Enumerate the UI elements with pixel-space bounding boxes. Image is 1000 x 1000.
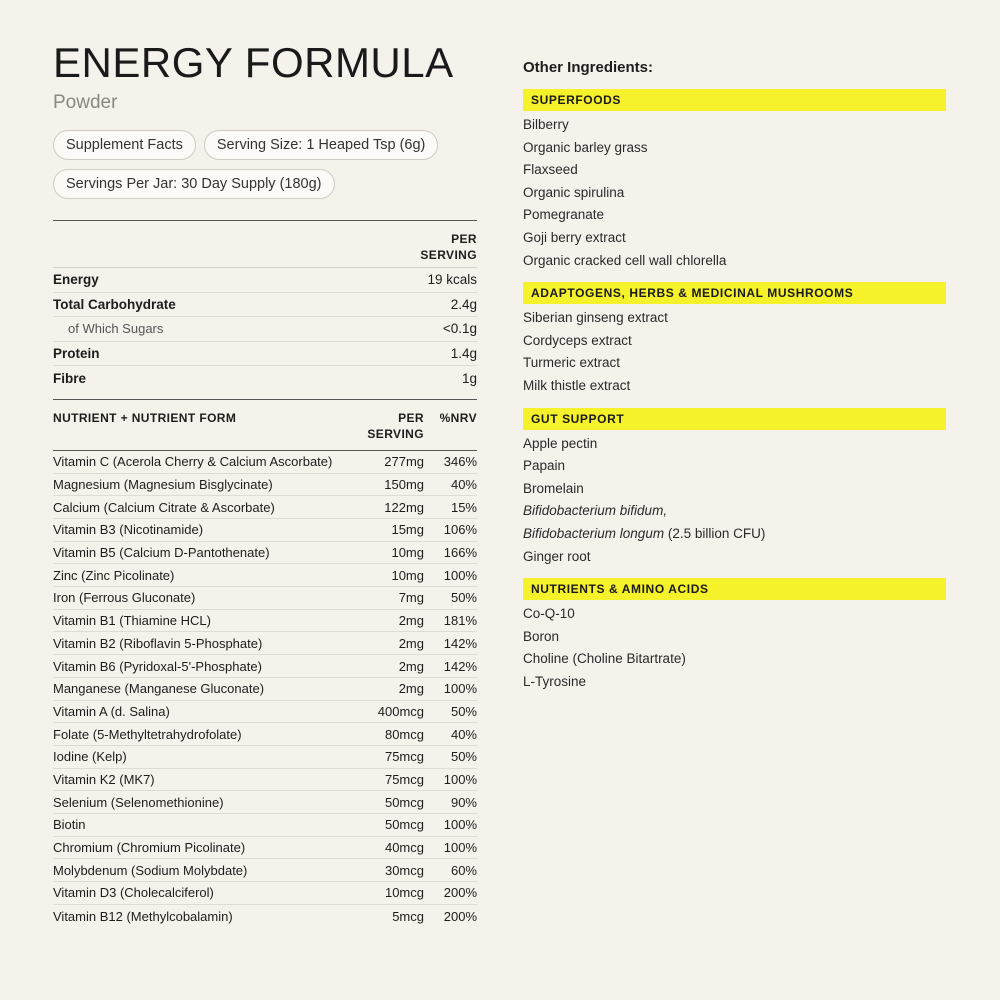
nutrient-name: Vitamin K2 (MK7) (53, 771, 155, 787)
ingredient-item: Choline (Choline Bitartrate) (523, 651, 686, 667)
nutrient-amount: 2mg (398, 658, 424, 674)
nutrient-amount: 5mcg (392, 908, 424, 924)
nutrient-row (53, 769, 477, 792)
per-serving-header: PER SERVING (53, 221, 477, 268)
nutrition-value: <0.1g (442, 321, 477, 337)
nutrient-nrv: 346% (443, 454, 477, 470)
nutrient-row (53, 859, 477, 882)
nutrient-name: Vitamin B3 (Nicotinamide) (53, 522, 204, 538)
ingredient-item: L-Tyrosine (523, 673, 587, 689)
nutrient-name: Vitamin B6 (Pyridoxal-5'-Phosphate) (53, 658, 262, 674)
nutrition-label: Total Carbohydrate (53, 296, 176, 312)
nutrient-amount: 10mcg (384, 885, 424, 901)
nutrient-name: Magnesium (Magnesium Bisglycinate) (53, 477, 273, 492)
nutrient-row (53, 519, 477, 542)
nutrition-row (53, 268, 477, 293)
nutrient-nrv: 50% (450, 590, 477, 606)
nutrient-nrv: 100% (443, 567, 477, 583)
ingredient-item: Siberian ginseng extract (523, 310, 668, 326)
nutrient-amount: 150mg (384, 477, 424, 492)
ingredient-item: Papain (523, 458, 566, 474)
ingredient-section (523, 282, 946, 397)
ingredient-item: Flaxseed (523, 162, 578, 178)
nutrient-row (53, 746, 477, 769)
nutrient-name: Biotin (53, 817, 86, 833)
nutrient-row (53, 655, 477, 678)
nutrient-amount: 10mg (391, 545, 424, 561)
info-pills (53, 130, 483, 199)
nutrient-nrv: 40% (450, 726, 477, 742)
section-heading: SUPERFOODS (523, 89, 946, 111)
nutrient-name: Zinc (Zinc Picolinate) (53, 567, 175, 583)
nutrition-row (53, 366, 477, 391)
nutrient-name: Vitamin C (Acerola Cherry & Calcium Ascorbate) (53, 454, 333, 470)
other-ingredients-title: Other Ingredients: (523, 59, 654, 76)
nutrient-name: Vitamin D3 (Cholecalciferol) (53, 885, 214, 901)
nutrition-value: 1.4g (450, 346, 477, 362)
nutrient-name: Vitamin A (d. Salina) (53, 703, 170, 719)
facts-panel (53, 40, 477, 927)
nutrient-amount: 50mcg (384, 794, 424, 810)
nutrition-table (53, 220, 477, 391)
nutrient-amount: 7mg (398, 590, 424, 606)
ingredient-item: Organic cracked cell wall chlorella (523, 252, 727, 268)
nutrient-name: Folate (5-Methyltetrahydrofolate) (53, 726, 242, 742)
nutrient-row (53, 701, 477, 724)
ingredient-item: Co-Q-10 (523, 606, 575, 622)
nutrient-nrv: 142% (443, 658, 477, 674)
nutrient-nrv: 181% (443, 613, 477, 629)
ingredient-item: Bifidobacterium longum (2.5 billion CFU) (523, 525, 766, 541)
other-ingredients-panel (523, 58, 946, 693)
nutrient-nrv: 40% (450, 477, 477, 492)
nutrient-nrv: 166% (443, 545, 477, 561)
nutrition-label: Fibre (53, 371, 87, 387)
nutrition-value: 1g (461, 371, 477, 387)
nutrient-name: Iron (Ferrous Gluconate) (53, 590, 196, 606)
nutrient-row (53, 905, 477, 928)
nutrient-amount: 80mcg (384, 726, 424, 742)
ingredient-list (523, 304, 946, 397)
nutrient-amount: 30mcg (384, 862, 424, 878)
ingredient-item: Pomegranate (523, 207, 605, 223)
nutrient-name: Molybdenum (Sodium Molybdate) (53, 862, 248, 878)
nutrient-nrv: 50% (450, 749, 477, 765)
nutrient-nrv: 100% (443, 771, 477, 787)
nutrient-nrv: 142% (443, 635, 477, 651)
nutrition-row (53, 293, 477, 318)
nutrition-label: Energy (53, 272, 99, 288)
nutrient-name: Manganese (Manganese Gluconate) (53, 681, 265, 697)
ingredient-item: Organic barley grass (523, 139, 648, 155)
nutrient-row (53, 610, 477, 633)
nutrient-amount: 2mg (398, 613, 424, 629)
ingredient-list (523, 430, 946, 569)
nutrient-nrv: 100% (443, 840, 477, 855)
nutrient-amount: 2mg (398, 635, 424, 651)
pill-supplement-facts[interactable]: Supplement Facts (53, 130, 196, 160)
nutrient-nrv: 200% (443, 908, 477, 924)
nutrient-row (53, 723, 477, 746)
nutrient-name: Iodine (Kelp) (53, 749, 127, 765)
ingredient-item: Milk thistle extract (523, 377, 631, 393)
ingredient-item: Organic spirulina (523, 184, 625, 200)
nutrient-nrv: 50% (450, 703, 477, 719)
nutrient-name: Vitamin B2 (Riboflavin 5-Phosphate) (53, 635, 263, 651)
nutrient-nrv: 15% (450, 499, 477, 515)
section-heading: GUT SUPPORT (523, 408, 946, 430)
ingredient-item: Goji berry extract (523, 229, 626, 245)
ingredient-section (523, 578, 946, 693)
section-heading: ADAPTOGENS, HERBS & MEDICINAL MUSHROOMS (523, 282, 946, 304)
nutrient-row (53, 678, 477, 701)
ingredient-item: Apple pectin (523, 435, 598, 451)
nutrition-row (53, 317, 477, 342)
nutrient-name: Calcium (Calcium Citrate & Ascorbate) (53, 499, 275, 515)
nutrient-row (53, 837, 477, 860)
nutrient-row (53, 791, 477, 814)
nutrition-value: 2.4g (450, 296, 477, 312)
col-per-serving-header: PER SERVING (367, 410, 424, 441)
nutrition-value: 19 kcals (427, 272, 477, 288)
ingredient-item: Cordyceps extract (523, 332, 632, 348)
ingredient-section (523, 408, 946, 569)
nutrient-name: Vitamin B5 (Calcium D-Pantothenate) (53, 545, 270, 561)
nutrient-row (53, 496, 477, 519)
ingredient-item: Boron (523, 628, 560, 644)
col-nutrient-header: NUTRIENT + NUTRIENT FORM (53, 410, 237, 425)
nutrient-amount: 75mcg (384, 749, 424, 765)
nutrient-row (53, 564, 477, 587)
pill-serving-size[interactable]: Serving Size: 1 Heaped Tsp (6g) (204, 130, 439, 160)
nutrient-amount: 10mg (391, 567, 424, 583)
nutrient-row (53, 542, 477, 565)
nutrient-row (53, 474, 477, 497)
nutrient-row (53, 882, 477, 905)
nutrition-row (53, 342, 477, 367)
nutrient-nrv: 100% (443, 681, 477, 697)
nutrient-nrv: 100% (443, 817, 477, 833)
section-heading: NUTRIENTS & AMINO ACIDS (523, 578, 946, 600)
nutrient-amount: 50mcg (384, 817, 424, 833)
nutrient-name: Vitamin B1 (Thiamine HCL) (53, 613, 211, 629)
nutrient-amount: 122mg (384, 499, 424, 515)
nutrient-nrv: 90% (450, 794, 477, 810)
nutrient-amount: 2mg (398, 681, 424, 697)
nutrient-row (53, 587, 477, 610)
nutrient-name: Vitamin B12 (Methylcobalamin) (53, 908, 233, 924)
page-title: ENERGY FORMULA (53, 39, 454, 86)
col-nrv-header: %NRV (439, 410, 477, 425)
nutrient-row (53, 814, 477, 837)
nutrient-name: Selenium (Selenomethionine) (53, 794, 224, 810)
nutrient-table-header (53, 400, 477, 451)
nutrient-table (53, 399, 477, 927)
nutrient-nrv: 60% (450, 862, 477, 878)
ingredient-item: Bifidobacterium bifidum, (523, 503, 668, 519)
ingredient-item: Turmeric extract (523, 355, 621, 371)
ingredient-section (523, 89, 946, 272)
pill-servings-per-jar[interactable]: Servings Per Jar: 30 Day Supply (180g) (53, 169, 335, 199)
nutrient-amount: 400mcg (377, 703, 424, 719)
ingredient-list (523, 111, 946, 272)
nutrient-name: Chromium (Chromium Picolinate) (53, 840, 246, 855)
nutrient-amount: 15mg (391, 522, 424, 538)
nutrient-row (53, 632, 477, 655)
ingredient-list (523, 600, 946, 693)
ingredient-item: Bilberry (523, 117, 569, 132)
page-subtitle: Powder (53, 92, 118, 113)
nutrient-amount: 40mcg (384, 840, 424, 855)
ingredient-item: Bromelain (523, 480, 584, 496)
nutrient-nrv: 106% (443, 522, 477, 538)
nutrition-label: of Which Sugars (68, 321, 164, 337)
nutrient-amount: 75mcg (384, 771, 424, 787)
nutrition-label: Protein (53, 346, 100, 362)
nutrient-nrv: 200% (443, 885, 477, 901)
nutrient-amount: 277mg (384, 454, 424, 470)
ingredient-item: Ginger root (523, 548, 591, 564)
nutrient-row (53, 451, 477, 474)
